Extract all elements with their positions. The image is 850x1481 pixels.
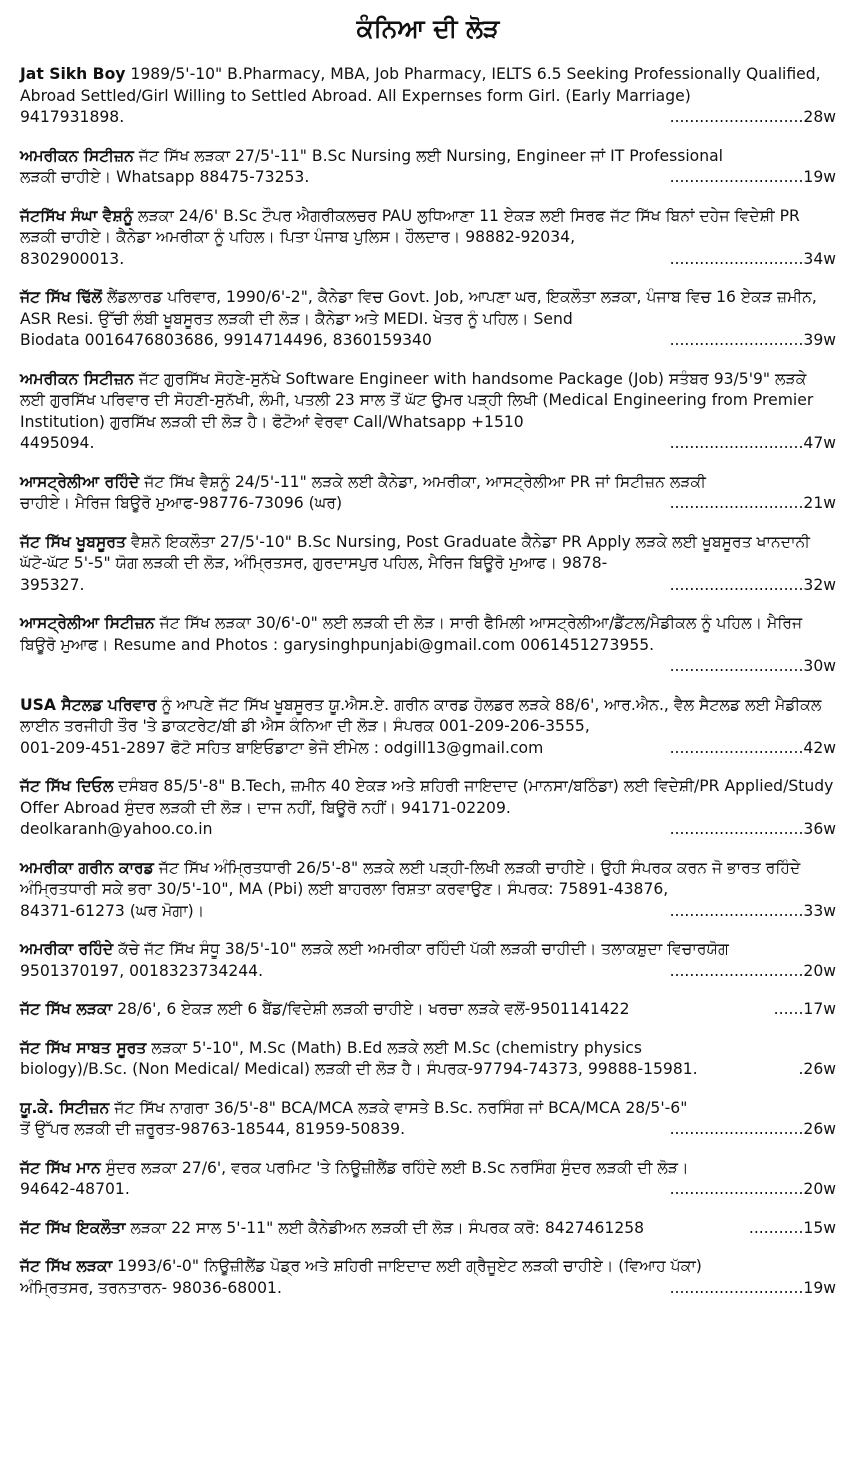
ad-last-line <box>20 961 836 983</box>
ad-lead: ਜੱਟ ਸਿੱਖ ਲੜਕਾ <box>20 1000 113 1018</box>
classified-ad <box>20 287 836 352</box>
ad-last-line <box>20 901 836 923</box>
ad-last-line <box>20 1059 836 1081</box>
ad-lead: ਆਸਟ੍ਰੇਲੀਆ ਰਹਿੰਦੇ <box>20 472 140 491</box>
classified-ad <box>20 613 836 678</box>
ad-code: ...........................47w <box>669 434 836 452</box>
ad-code: ...........................28w <box>669 108 836 126</box>
ad-code: ...........................34w <box>669 249 836 268</box>
ad-body: ਲੜਕਾ 5'-10", M.Sc (Math) B.Ed ਲੜਕੇ ਲਈ M.Sc (chemistry physics <box>151 1038 642 1057</box>
classified-ad <box>20 939 836 982</box>
ad-last-line <box>20 656 836 678</box>
classified-ad <box>20 1218 836 1240</box>
ad-lead: ਜੱਟ ਸਿੱਖ ਢਿੱਲੋਂ <box>20 288 103 306</box>
classified-ad <box>20 146 836 189</box>
ad-contact: 395327. <box>20 575 85 594</box>
ad-body: ਲੈਂਡਲਾਰਡ ਪਰਿਵਾਰ, 1990/6'-2", ਕੈਨੇਡਾ ਵਿਚ Govt. Job, ਆਪਣਾ ਘਰ, ਇਕਲੌਤਾ ਲੜਕਾ, ਪੰਜਾਬ ਵਿਚ 16 ਏਕੜ ਜ਼ਮੀਨ, ASR Resi. ਉੱਚੀ ਲੰਬੀ ਖੂਬਸੂਰਤ ਲੜਕੀ ਦੀ ਲੋੜ। ਕੈਨੇਡਾ ਅਤੇ MEDI. ਖੇਤਰ ਨੂੰ ਪਹਿਲ। Send <box>20 288 817 328</box>
ad-last-line <box>20 999 836 1021</box>
classified-ad <box>20 1038 836 1081</box>
ad-last-line <box>20 330 836 352</box>
ad-contact: 8302900013. <box>20 249 125 268</box>
ad-last-line <box>20 1179 836 1201</box>
ad-contact: ਅੰਮ੍ਰਿਤਸਰ, ਤਰਨਤਾਰਨ- 98036-68001. <box>20 1278 282 1297</box>
ad-lead: ਯੂ.ਕੇ. ਸਿਟੀਜ਼ਨ <box>20 1098 110 1117</box>
ad-lead: ਜੱਟ ਸਿੱਖ ਖੂਬਸੂਰਤ <box>20 532 126 551</box>
ad-code: ...........15w <box>748 1218 836 1237</box>
ad-line <box>20 999 630 1021</box>
ad-contact: biology)/B.Sc. (Non Medical/ Medical) ਲੜਕੀ ਦੀ ਲੋੜ ਹੈ। ਸੰਪਰਕ-97794-74373, 99888-15981. <box>20 1060 698 1078</box>
ad-code: ...........................20w <box>669 1180 836 1198</box>
classified-ad <box>20 776 836 841</box>
ad-body: ਨੂੰ ਆਪਣੇ ਜੱਟ ਸਿੱਖ ਖੂਬਸੂਰਤ ਯੂ.ਐਸ.ਏ. ਗਰੀਨ ਕਾਰਡ ਹੋਲਡਰ ਲੜਕੇ 88/6', ਆਰ.ਐਨ., ਵੈਲ ਸੈਟਲਡ ਲਈ ਮੈਡੀਕਲ ਲਾਈਨ ਤਰਜੀਹੀ ਤੌਰ 'ਤੇ ਡਾਕਟਰੇਟ/ਬੀ ਡੀ ਐਸ ਕੰਨਿਆ ਦੀ ਲੋੜ। ਸੰਪਰਕ 001-209-206-3555, <box>20 695 822 735</box>
ad-code: ...........................19w <box>669 168 836 186</box>
ad-contact: ਤੋਂ ਉੱਪਰ ਲੜਕੀ ਦੀ ਜ਼ਰੂਰਤ-98763-18544, 81959-50839. <box>20 1120 406 1138</box>
ad-last-line <box>20 493 836 515</box>
ad-code: ......17w <box>773 1000 836 1018</box>
ad-contact: 001-209-451-2897 ਫੋਟੋ ਸਹਿਤ ਬਾਇਓਡਾਟਾ ਭੇਜੋ ਈਮੇਲ : odgill13@gmail.com <box>20 738 544 757</box>
classified-ad <box>20 369 836 455</box>
classified-ad <box>20 1158 836 1201</box>
ad-last-line <box>20 1278 836 1300</box>
classified-ad <box>20 858 836 923</box>
ad-last-line <box>20 167 836 189</box>
ad-last-line <box>20 819 836 841</box>
ad-last-line <box>20 575 836 597</box>
classified-ad <box>20 1256 836 1299</box>
ad-contact: 28/6', 6 ਏਕੜ ਲਈ 6 ਬੈਂਡ/ਵਿਦੇਸ਼ੀ ਲੜਕੀ ਚਾਹੀਏ। ਖਰਚਾ ਲੜਕੇ ਵਲੋਂ-9501141422 <box>117 1000 630 1018</box>
classified-ad <box>20 999 836 1021</box>
ad-code: ...........................32w <box>669 575 836 594</box>
ad-code: ...........................33w <box>669 901 836 920</box>
ad-lead: ਜੱਟ ਸਿੱਖ ਲੜਕਾ <box>20 1257 113 1275</box>
ad-code: ...........................36w <box>669 820 836 838</box>
classified-ad <box>20 206 836 271</box>
ad-contact: 4495094. <box>20 434 95 452</box>
ad-last-line <box>20 1119 836 1141</box>
ad-body: ਜੱਟ ਸਿੱਖ ਨਾਗਰਾ 36/5'-8" BCA/MCA ਲੜਕੇ ਵਾਸਤੇ B.Sc. ਨਰਸਿੰਗ ਜਾਂ BCA/MCA 28/5'-6" <box>114 1098 688 1117</box>
ad-contact: 84371-61273 (ਘਰ ਮੋਗਾ)। <box>20 901 205 920</box>
ad-last-line <box>20 1218 836 1240</box>
ad-contact: ਲੜਕੀ ਚਾਹੀਏ। Whatsapp 88475-73253. <box>20 168 310 186</box>
ad-last-line <box>20 433 836 455</box>
classified-ad <box>20 532 836 597</box>
ad-body: ਸੁੰਦਰ ਲੜਕਾ 27/6', ਵਰਕ ਪਰਮਿਟ 'ਤੇ ਨਿਊਜ਼ੀਲੈਂਡ ਰਹਿੰਦੇ ਲਈ B.Sc ਨਰਸਿੰਗ ਸੁੰਦਰ ਲੜਕੀ ਦੀ ਲੋੜ। <box>105 1158 689 1177</box>
classified-ad <box>20 64 836 129</box>
ad-lead: ਜੱਟ ਸਿੱਖ ਇਕਲੌਤਾ <box>20 1218 126 1237</box>
ad-lead: ਜੱਟਸਿੱਖ ਸੰਘਾ ਵੈਸ਼ਨੂੰ <box>20 206 134 225</box>
ad-lead: ਜੱਟ ਸਿੱਖ ਦਿਓਲ <box>20 777 114 795</box>
ad-code: .26w <box>798 1060 836 1078</box>
ad-body: ਕੱਚੇ ਜੱਟ ਸਿੱਖ ਸੰਧੂ 38/5'-10" ਲੜਕੇ ਲਈ ਅਮਰੀਕਾ ਰਹਿੰਦੀ ਪੱਕੀ ਲੜਕੀ ਚਾਹੀਦੀ। ਤਲਾਕਸ਼ੁਦਾ ਵਿਚਾਰਯੋਗ <box>118 940 729 958</box>
ad-contact: ਲੜਕਾ 22 ਸਾਲ 5'-11" ਲਈ ਕੈਨੇਡੀਅਨ ਲੜਕੀ ਦੀ ਲੋੜ। ਸੰਪਰਕ ਕਰੋ: 8427461258 <box>130 1218 645 1237</box>
ad-code: ...........................39w <box>669 331 836 349</box>
classified-ad <box>20 695 836 760</box>
ad-body: 1989/5'-10" B.Pharmacy, MBA, Job Pharmacy, IELTS 6.5 Seeking Professionally Qualified, Abroad Settled/Girl Willing to Settled Abroad. All Expernses form Girl. (Early Marriage) <box>20 65 821 105</box>
ad-contact: deolkaranh@yahoo.co.in <box>20 820 213 838</box>
ad-code: ...........................21w <box>669 494 836 512</box>
page-title: ਕੰਨਿਆ ਦੀ ਲੋੜ <box>356 14 500 43</box>
ad-lead: ਅਮਰੀਕਾ ਰਹਿੰਦੇ <box>20 940 114 958</box>
ad-line <box>20 1218 644 1240</box>
ads-list <box>20 64 836 1299</box>
ad-code: ...........................19w <box>669 1278 836 1297</box>
classified-ad <box>20 472 836 515</box>
ad-body: ਲੜਕਾ 24/6' B.Sc ਟੌਪਰ ਐਗਰੀਕਲਚਰ PAU ਲੁਧਿਆਣਾ 11 ਏਕੜ ਲਈ ਸਿਰਫ ਜੱਟ ਸਿੱਖ ਬਿਨਾਂ ਦਹੇਜ ਵਿਦੇਸ਼ੀ PR ਲੜਕੀ ਚਾਹੀਏ। ਕੈਨੇਡਾ ਅਮਰੀਕਾ ਨੂੰ ਪਹਿਲ। ਪਿਤਾ ਪੰਜਾਬ ਪੁਲਿਸ। ਹੌਲਦਾਰ। 98882-92034, <box>20 206 800 246</box>
ad-last-line <box>20 249 836 271</box>
ad-code: ...........................20w <box>669 961 836 980</box>
ad-body: ਜੱਟ ਸਿੱਖ ਲੜਕਾ 27/5'-11" B.Sc Nursing ਲਈ Nursing, Engineer ਜਾਂ IT Professional <box>138 146 723 165</box>
ad-contact: Biodata 0016476803686, 9914714496, 8360159340 <box>20 331 432 349</box>
ad-contact: 9501370197, 0018323734244. <box>20 961 264 980</box>
ad-lead: ਅਮਰੀਕਨ ਸਿਟੀਜ਼ਨ <box>20 146 134 165</box>
ad-body: 1993/6'-0" ਨਿਊਜ਼ੀਲੈਂਡ ਪੋਡ੍ਰ ਅਤੇ ਸ਼ਹਿਰੀ ਜਾਇਦਾਦ ਲਈ ਗ੍ਰੈਜੂਏਟ ਲੜਕੀ ਚਾਹੀਏ। (ਵਿਆਹ ਪੱਕਾ) <box>117 1257 702 1275</box>
ad-body: ਜੱਟ ਸਿੱਖ ਲੜਕਾ 30/6'-0" ਲਈ ਲੜਕੀ ਦੀ ਲੋੜ। ਸਾਰੀ ਫੈਮਿਲੀ ਆਸਟ੍ਰੇਲੀਆ/ਡੈਂਟਲ/ਮੈਡੀਕਲ ਨੂੰ ਪਹਿਲ। ਮੈਰਿਜ ਬਿਊਰੋ ਮੁਆਫ। Resume and Photos : garysinghpunjabi@gmail.com 0061451273955. <box>20 614 803 654</box>
ad-lead: ਅਮਰੀਕਨ ਸਿਟੀਜ਼ਨ <box>20 369 134 388</box>
ad-last-line <box>20 107 836 129</box>
ad-lead: ਆਸਟ੍ਰੇਲੀਆ ਸਿਟੀਜ਼ਨ <box>20 614 155 632</box>
ad-code: ...........................26w <box>669 1120 836 1138</box>
ad-code: ...........................42w <box>669 738 836 757</box>
ad-code: ...........................30w <box>669 657 836 675</box>
ad-contact: ਚਾਹੀਏ। ਮੈਰਿਜ ਬਿਊਰੋ ਮੁਆਫ-98776-73096 (ਘਰ) <box>20 494 343 512</box>
ad-body: ਜੱਟ ਸਿੱਖ ਅੰਮ੍ਰਿਤਧਾਰੀ 26/5'-8" ਲੜਕੇ ਲਈ ਪੜ੍ਹੀ-ਲਿਖੀ ਲੜਕੀ ਚਾਹੀਏ। ਉਹੀ ਸੰਪਰਕ ਕਰਨ ਜੋ ਭਾਰਤ ਰਹਿੰਦੇ ਅੰਮ੍ਰਿਤਧਾਰੀ ਸਕੇ ਭਰਾ 30/5'-10", MA (Pbi) ਲਈ ਬਾਹਰਲਾ ਰਿਸ਼ਤਾ ਕਰਵਾਉਣ। ਸੰਪਰਕ: 75891-43876, <box>20 858 801 898</box>
ad-body: ਜੱਟ ਗੁਰਸਿੱਖ ਸੋਹਣੇ-ਸੁਨੱਖੇ Software Engineer with handsome Package (Job) ਸਤੰਬਰ 93/5'9" ਲੜਕੇ ਲਈ ਗੁਰਸਿੱਖ ਪਰਿਵਾਰ ਦੀ ਸੋਹਣੀ-ਸੁਨੱਖੀ, ਲੰਮੀ, ਪਤਲੀ 23 ਸਾਲ ਤੋਂ ਘੱਟ ਉਮਰ ਪੜ੍ਹੀ ਲਿਖੀ (Medical Engineering from Premier Institution) ਗੁਰਸਿੱਖ ਲੜਕੀ ਦੀ ਲੋੜ ਹੈ। ਫੋਟੋਆਂ ਵੇਰਵਾ Call/Whatsapp +1510 <box>20 369 814 431</box>
ad-body: ਜੱਟ ਸਿੱਖ ਵੈਸ਼ਨੂੰ 24/5'-11" ਲੜਕੇ ਲਈ ਕੈਨੇਡਾ, ਅਮਰੀਕਾ, ਆਸਟ੍ਰੇਲੀਆ PR ਜਾਂ ਸਿਟੀਜ਼ਨ ਲੜਕੀ <box>144 472 706 491</box>
ad-contact: 9417931898. <box>20 108 125 126</box>
classified-ad <box>20 1098 836 1141</box>
ad-body: ਦਸੰਬਰ 85/5'-8" B.Tech, ਜ਼ਮੀਨ 40 ਏਕੜ ਅਤੇ ਸ਼ਹਿਰੀ ਜਾਇਦਾਦ (ਮਾਨਸਾ/ਬਠਿੰਡਾ) ਲਈ ਵਿਦੇਸ਼ੀ/PR Applied/Study Offer Abroad ਸੁੰਦਰ ਲੜਕੀ ਦੀ ਲੋੜ। ਦਾਜ ਨਹੀਂ, ਬਿਊਰੋ ਨਹੀਂ। 94171-02209. <box>20 777 834 817</box>
ad-contact: 94642-48701. <box>20 1180 130 1198</box>
ad-lead: ਜੱਟ ਸਿੱਖ ਸਾਬਤ ਸੂਰਤ <box>20 1038 147 1057</box>
ad-body: ਵੈਸ਼ਨੋ ਇਕਲੌਤਾ 27/5'-10" B.Sc Nursing, Post Graduate ਕੈਨੇਡਾ PR Apply ਲੜਕੇ ਲਈ ਖੂਬਸੂਰਤ ਖਾਨਦਾਨੀ ਘੱਟੋ-ਘੱਟ 5'-5" ਯੋਗ ਲੜਕੀ ਦੀ ਲੋੜ, ਅੰਮ੍ਰਿਤਸਰ, ਗੁਰਦਾਸਪੁਰ ਪਹਿਲ, ਮੈਰਿਜ ਬਿਊਰੋ ਮੁਆਫ। 9878- <box>20 532 810 572</box>
ad-lead: USA ਸੈਟਲਡ ਪਰਿਵਾਰ <box>20 695 157 714</box>
ad-lead: ਅਮਰੀਕਾ ਗਰੀਨ ਕਾਰਡ <box>20 858 154 877</box>
ad-last-line <box>20 738 836 760</box>
ad-lead: Jat Sikh Boy <box>20 65 126 83</box>
ad-lead: ਜੱਟ ਸਿੱਖ ਮਾਨ <box>20 1158 101 1177</box>
